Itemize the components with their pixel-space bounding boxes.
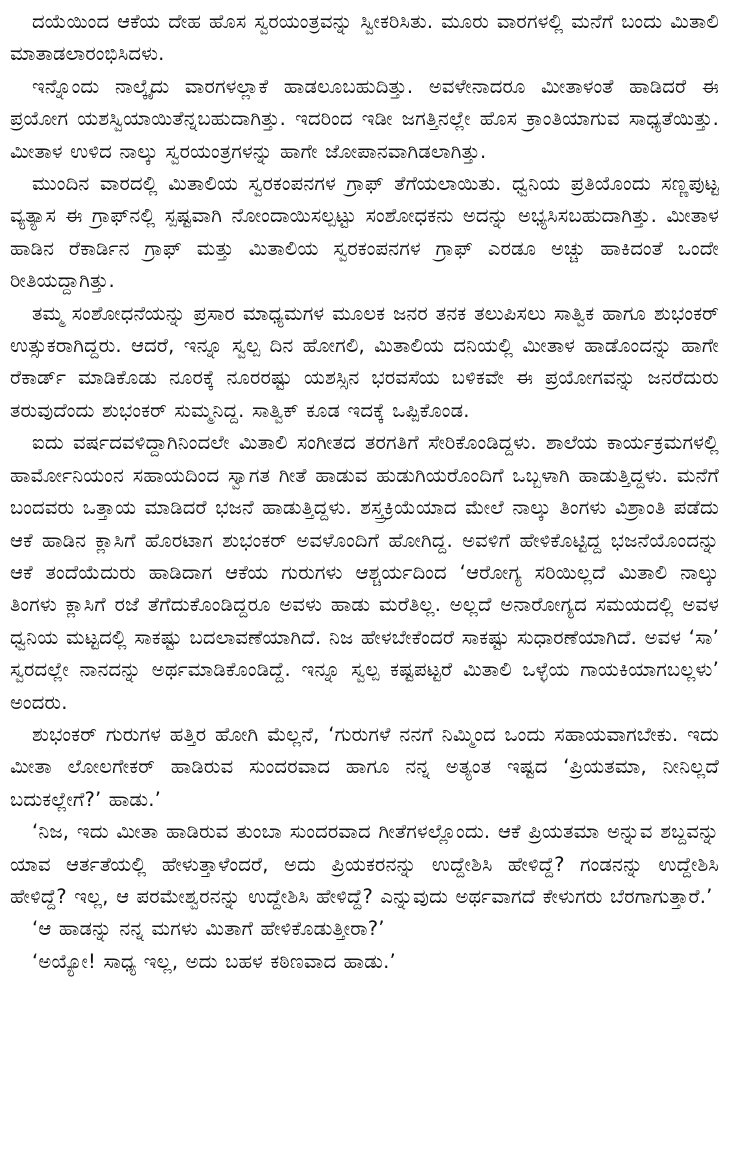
paragraph: ದಯೆಯಿಂದ ಆಕೆಯ ದೇಹ ಹೊಸ ಸ್ವರಯಂತ್ರವನ್ನು ಸ್ವೀಕರಿಸಿತು. ಮೂರು ವಾರಗಳಲ್ಲಿ ಮನೆಗೆ ಬಂದು ಮಿತಾಲಿ ಮಾತಾಡಲಾರಂಭಿಸಿದಳು. bbox=[10, 10, 719, 66]
paragraph: ಶುಭಂಕರ್ ಗುರುಗಳ ಹತ್ತಿರ ಹೋಗಿ ಮೆಲ್ಲನೆ, ‘ಗುರುಗಳೆ ನನಗೆ ನಿಮ್ಮಿಂದ ಒಂದು ಸಹಾಯವಾಗಬೇಕು. ಇದು ಮೀತಾ ಲೋಲಗೇಕರ್ ಹಾಡಿರುವ ಸುಂದರವಾದ ಹಾಗೂ ನನ್ನ ಅತ್ಯಂತ ಇಷ್ಟದ ‘ಪ್ರಿಯತಮಾ, ನೀನಿಲ್ಲದೆ ಬದುಕಲ್ಲೇಗೆ?’ ಹಾಡು.’ bbox=[10, 722, 719, 811]
paragraph: ‘ನಿಜ, ಇದು ಮೀತಾ ಹಾಡಿರುವ ತುಂಬಾ ಸುಂದರವಾದ ಗೀತೆಗಳಲ್ಲೊಂದು. ಆಕೆ ಪ್ರಿಯತಮಾ ಅನ್ನುವ ಶಬ್ದವನ್ನು ಯಾವ ಆರ್ತತೆಯಲ್ಲಿ ಹೇಳುತ್ತಾಳೆಂದರೆ, ಅದು ಪ್ರಿಯಕರನನ್ನು ಉದ್ದೇಶಿಸಿ ಹೇಳಿದ್ದೆ? ಗಂಡನನ್ನು ಉದ್ದೇಶಿಸಿ ಹೇಳಿದ್ದೆ? ಇಲ್ಲ, ಆ ಪರಮೇಶ್ವರನನ್ನು ಉದ್ದೇಶಿಸಿ ಹೇಳಿದ್ದೆ? ಎನ್ನುವುದು ಅರ್ಥವಾಗದೆ ಕೇಳುಗರು ಬೆರಗಾಗುತ್ತಾರೆ.’ bbox=[10, 820, 719, 908]
paragraph: ‘ಅಯ್ಯೋ! ಸಾಧ್ಯ ಇಲ್ಲ, ಅದು ಬಹಳ ಕಠಿಣವಾದ ಹಾಡು.’ bbox=[32, 949, 396, 973]
paragraph: ಇನ್ನೊಂದು ನಾಲ್ಕೈದು ವಾರಗಳಲ್ಲಾಕೆ ಹಾಡಲೂಬಹುದಿತ್ತು. ಅವಳೇನಾದರೂ ಮೀತಾಳಂತೆ ಹಾಡಿದರೆ ಈ ಪ್ರಯೋಗ ಯಶಸ್ವಿಯಾಯಿತೆನ್ನಬಹುದಾಗಿತ್ತು. ಇದರಿಂದ ಇಡೀ ಜಗತ್ತಿನಲ್ಲೇ ಹೊಸ ಕ್ರಾಂತಿಯಾಗುವ ಸಾಧ್ಯತೆಯಿತ್ತು. ಮೀತಾಳ ಉಳಿದ ನಾಲ್ಕು ಸ್ವರಯಂತ್ರಗಳನ್ನು ಹಾಗೇ ಜೋಪಾನವಾಗಿಡಲಾಗಿತ್ತು. bbox=[10, 74, 719, 163]
paragraph: ತಮ್ಮ ಸಂಶೋಧನೆಯನ್ನು ಪ್ರಸಾರ ಮಾಧ್ಯಮಗಳ ಮೂಲಕ ಜನರ ತನಕ ತಲುಪಿಸಲು ಸಾತ್ವಿಕ ಹಾಗೂ ಶುಭಂಕರ್ ಉತ್ಸುಕರಾಗಿದ್ದರು. ಆದರೆ, ಇನ್ನೂ ಸ್ವಲ್ಪ ದಿನ ಹೋಗಲಿ, ಮಿತಾಲಿಯ ದನಿಯಲ್ಲಿ ಮೀತಾಳ ಹಾಡೊಂದನ್ನು ಹಾಗೇ ರೆಕಾರ್ಡ್ ಮಾಡಿಕೊಡು ನೂರಕ್ಕೆ ನೂರರಷ್ಟು ಯಶಸ್ಸಿನ ಭರವಸೆಯ ಬಳಿಕವೇ ಈ ಪ್ರಯೋಗವನ್ನು ಜನರೆದುರು ತರುವುದೆಂದು ಶುಭಂಕರ್ ಸುಮ್ಮನಿದ್ದ. ಸಾತ್ವಿಕ್ ಕೂಡ ಇದಕ್ಕೆ ಒಪ್ಪಿಕೊಂಡ. bbox=[10, 301, 719, 422]
paragraph: ಐದು ವರ್ಷದವಳಿದ್ದಾಗಿನಿಂದಲೇ ಮಿತಾಲಿ ಸಂಗೀತದ ತರಗತಿಗೆ ಸೇರಿಕೊಂಡಿದ್ದಳು. ಶಾಲೆಯ ಕಾರ್ಯಕ್ರಮಗಳಲ್ಲಿ ಹಾರ್ಮೋನಿಯಂನ ಸಹಾಯದಿಂದ ಸ್ವಾಗತ ಗೀತೆ ಹಾಡುವ ಹುಡುಗಿಯರೊಂದಿಗೆ ಒಬ್ಬಳಾಗಿ ಹಾಡುತ್ತಿದ್ದಳು. ಮನೆಗೆ ಬಂದವರು ಒತ್ತಾಯ ಮಾಡಿದರೆ ಭಜನೆ ಹಾಡುತ್ತಿದ್ದಳು. ಶಸ್ತ್ರಕ್ರಿಯೆಯಾದ ಮೇಲೆ ನಾಲ್ಕು ತಿಂಗಳು ವಿಶ್ರಾಂತಿ ಪಡೆದು ಆಕೆ ಹಾಡಿನ ಕ್ಲಾಸಿಗೆ ಹೊರಟಾಗ ಶುಭಂಕರ್ ಅವಳೊಂದಿಗೆ ಹೋಗಿದ್ದ. ಅವಳಿಗೆ ಹೇಳಿಕೊಟ್ಟಿದ್ದ ಭಜನೆಯೊಂದನ್ನು ಆಕೆ ತಂದೆಯೆದುರು ಹಾಡಿದಾಗ ಆಕೆಯ ಗುರುಗಳು ಆಶ್ಚರ್ಯದಿಂದ ‘ಆರೋಗ್ಯ ಸರಿಯಿಲ್ಲದೆ ಮಿತಾಲಿ ನಾಲ್ಕು ತಿಂಗಳು ಕ್ಲಾಸಿಗೆ ರಜೆ ತೆಗೆದುಕೊಂಡಿದ್ದರೂ ಅವಳು ಹಾಡು ಮರೆತಿಲ್ಲ. ಅಲ್ಲದೆ ಅನಾರೋಗ್ಯದ ಸಮಯದಲ್ಲಿ ಅವಳ ಧ್ವನಿಯ ಮಟ್ಟದಲ್ಲಿ ಸಾಕಷ್ಟು ಬದಲಾವಣೆಯಾಗಿದೆ. ನಿಜ ಹೇಳಬೇಕೆಂದರೆ ಸಾಕಷ್ಟು ಸುಧಾರಣೆಯಾಗಿದೆ. ಅವಳ ‘ಸಾ’ ಸ್ವರದಲ್ಲೇ ನಾನದನ್ನು ಅರ್ಥಮಾಡಿಕೊಂಡಿದ್ದೆ. ಇನ್ನೂ ಸ್ವಲ್ಪ ಕಷ್ಟಪಟ್ಟರೆ ಮಿತಾಲಿ ಒಳ್ಳೆಯ ಗಾಯಕಿಯಾಗಬಲ್ಲಳು’ ಅಂದರು. bbox=[10, 431, 719, 714]
paragraph: ‘ಆ ಹಾಡನ್ನು ನನ್ನ ಮಗಳು ಮಿತಾಗೆ ಹೇಳಿಕೊಡುತ್ತೀರಾ?’ bbox=[32, 917, 385, 941]
paragraph: ಮುಂದಿನ ವಾರದಲ್ಲಿ ಮಿತಾಲಿಯ ಸ್ವರಕಂಪನಗಳ ಗ್ರಾಫ್ ತೆಗೆಯಲಾಯಿತು. ಧ್ವನಿಯ ಪ್ರತಿಯೊಂದು ಸಣ್ಣಪುಟ್ಟ ವ್ಯತ್ಯಾಸ ಈ ಗ್ರಾಫ್‌ನಲ್ಲಿ ಸ್ಪಷ್ಟವಾಗಿ ನೋಂದಾಯಿಸಲ್ಪಟ್ಟು ಸಂಶೋಧಕನು ಅದನ್ನು ಅಭ್ಯಸಿಸಬಹುದಾಗಿತ್ತು. ಮೀತಾಳ ಹಾಡಿನ ರೆಕಾರ್ಡಿನ ಗ್ರಾಫ್ ಮತ್ತು ಮಿತಾಲಿಯ ಸ್ವರಕಂಪನಗಳ ಗ್ರಾಫ್ ಎರಡೂ ಅಚ್ಚು ಹಾಕಿದಂತೆ ಒಂದೇ ರೀತಿಯದ್ದಾಗಿತ್ತು. bbox=[10, 172, 719, 293]
